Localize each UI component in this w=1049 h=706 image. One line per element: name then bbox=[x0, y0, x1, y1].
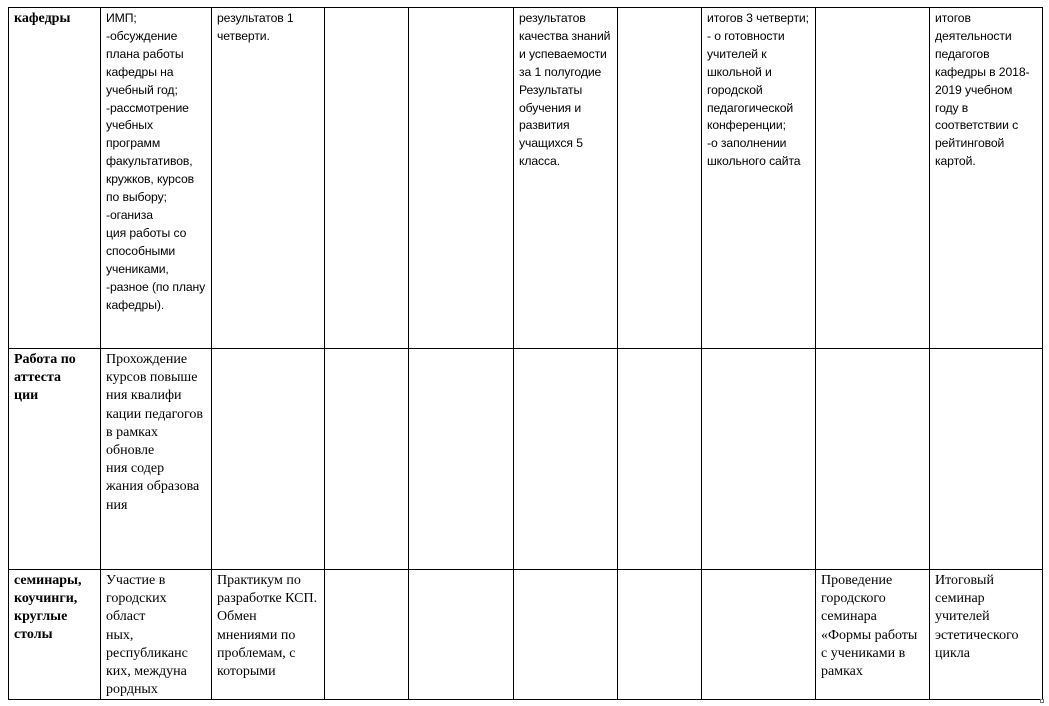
table-cell bbox=[325, 8, 409, 349]
table-cell bbox=[930, 349, 1043, 570]
table-cell bbox=[618, 349, 702, 570]
table-cell bbox=[409, 570, 514, 700]
table-resize-handle[interactable] bbox=[1040, 699, 1044, 703]
table-cell bbox=[409, 349, 514, 570]
table-cell: результатов 1 четверти. bbox=[212, 8, 325, 349]
table-cell bbox=[325, 349, 409, 570]
table-cell bbox=[816, 349, 930, 570]
table-cell bbox=[212, 349, 325, 570]
table-cell: итогов деятельности педагогов кафедры в 2018-2019 учебном году в соответствии с рейтинговой картой. bbox=[930, 8, 1043, 349]
table-cell: Участие в городских област ных, республиканс ких, междуна рордных bbox=[101, 570, 212, 700]
row-header: кафедры bbox=[9, 8, 101, 349]
table-cell: Прохождение курсов повыше ния квалифи кации педагогов в рамках обновле ния содер жания образова ния bbox=[101, 349, 212, 570]
table-cell bbox=[702, 570, 816, 700]
table-cell bbox=[816, 8, 930, 349]
table-cell: Практикум по разработке КСП. Обмен мнениями по проблемам, с которыми bbox=[212, 570, 325, 700]
table-cell: итогов 3 четверти; - о готовности учителей к школьной и городской педагогической конференции; -о заполнении школьного сайта bbox=[702, 8, 816, 349]
table-row bbox=[9, 8, 1043, 349]
table-row bbox=[9, 349, 1043, 570]
row-header: семинары, коучинги, круглые столы bbox=[9, 570, 101, 700]
row-header: Работа по аттеста ции bbox=[9, 349, 101, 570]
table-cell bbox=[514, 349, 618, 570]
table-row bbox=[9, 570, 1043, 700]
table-cell bbox=[514, 570, 618, 700]
table-cell bbox=[702, 349, 816, 570]
table-cell: Проведение городского семинара «Формы работы с учениками в рамках bbox=[816, 570, 930, 700]
table-cell: Итоговый семинар учителей эстетического цикла bbox=[930, 570, 1043, 700]
table-cell bbox=[618, 8, 702, 349]
table-cell bbox=[325, 570, 409, 700]
table-cell bbox=[409, 8, 514, 349]
table-cell: ИМП; -обсуждение плана работы кафедры на учебный год; -рассмотрение учебных программ факультативов, кружков, курсов по выбору; -оганиза ция работы со способными учениками, -разное (по плану кафедры). bbox=[101, 8, 212, 349]
table-cell bbox=[618, 570, 702, 700]
plan-table bbox=[8, 7, 1043, 700]
table-cell: результатов качества знаний и успеваемости за 1 полугодие Результаты обучения и развития учащихся 5 класса. bbox=[514, 8, 618, 349]
